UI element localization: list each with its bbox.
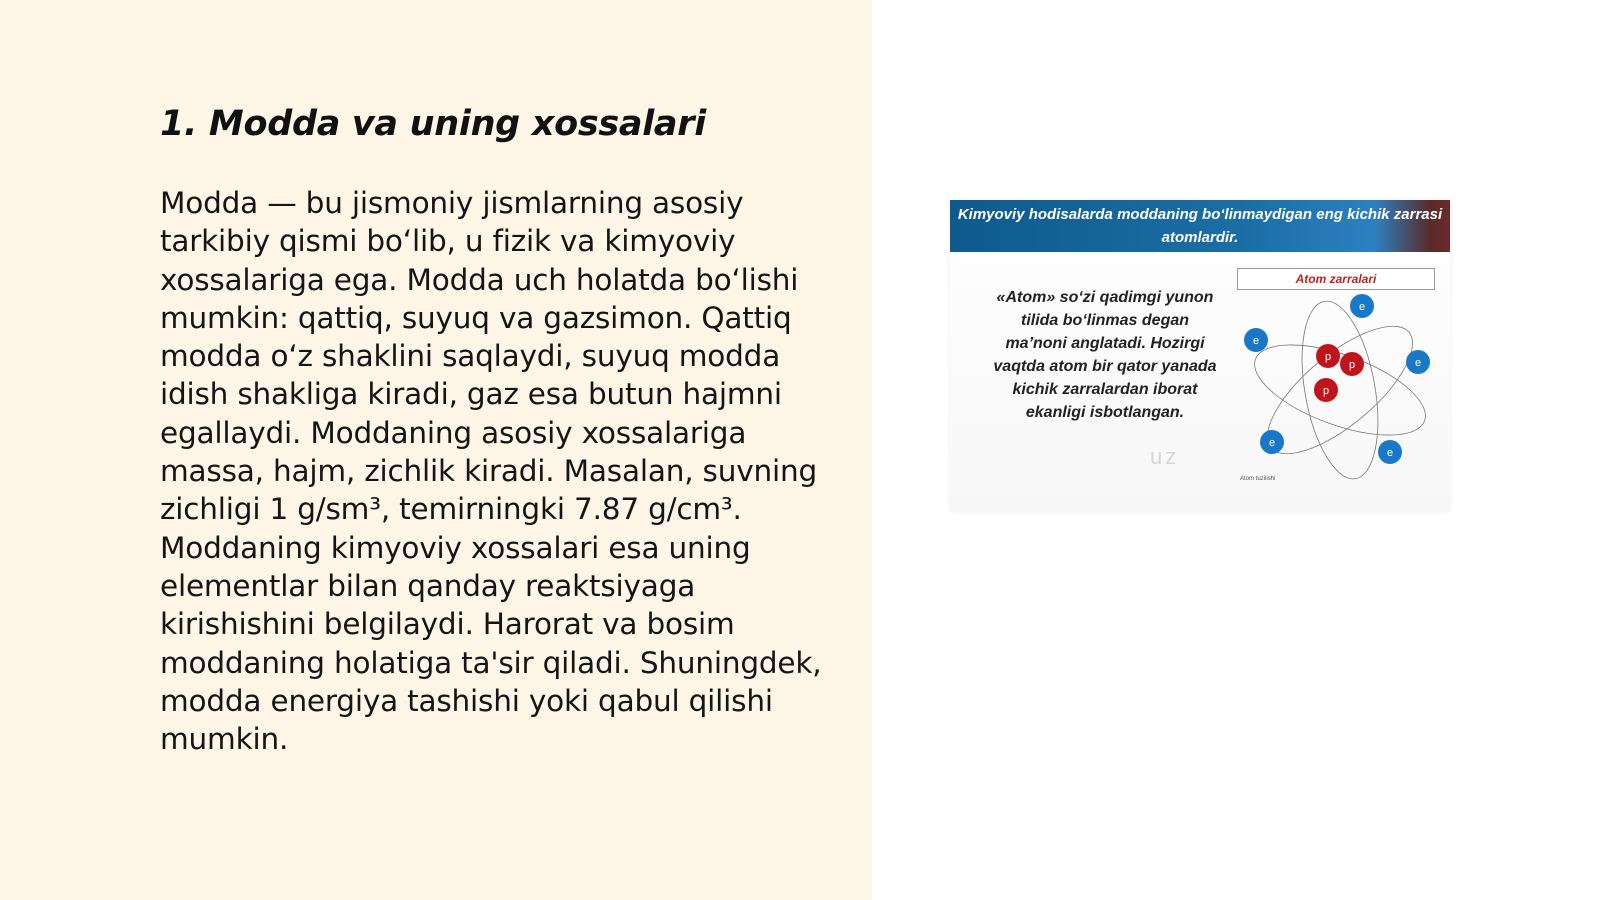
slide-title: 1. Modda va uning xossalari bbox=[160, 104, 706, 144]
electrons bbox=[1244, 294, 1430, 464]
nucleus bbox=[1314, 344, 1364, 402]
electron-label: e bbox=[1268, 437, 1276, 449]
atom-illustration bbox=[950, 200, 1450, 512]
atom-icon bbox=[1240, 290, 1440, 490]
atom-diagram bbox=[1240, 290, 1440, 490]
illustration-quote: «Atom» so‘zi qadimgi yunon tilida bo‘linmas degan ma’noni anglatadi. Hozirgi vaqtda atom bir qator yanada kichik zarralardan iborat ekanligi isbotlangan. bbox=[993, 289, 1217, 421]
body-paragraph: Modda — bu jismoniy jismlarning asosiy tarkibiy qismi bo‘lib, u fizik va kimyoviy xossalariga ega. Modda uch holatda bo‘lishi mumkin: qattiq, suyuq va gazsimon. Qattiq modda o‘z shaklini saqlaydi, suyuq modda idish shakliga kiradi, gaz esa butun hajmni egallaydi. Moddaning asosiy xossalariga massa, hajm, zichlik kiradi. Masalan, suvning zichligi 1 g/sm³, temirningki 7.87 g/cm³. Moddaning kimyoviy xossalari esa uning elementlar bilan qanday reaktsiyaga kirishishini belgilaydi. Harorat va bosim moddaning holatiga ta'sir qiladi. Shuningdek, modda energiya tashishi yoki qabul qilishi mumkin. bbox=[160, 186, 822, 757]
proton-label: p bbox=[1322, 385, 1330, 397]
illustration-caption: Atom tuzilishi bbox=[1240, 476, 1276, 482]
illustration-header: Kimyoviy hodisalarda moddaning bo‘linmaydigan eng kichik zarrasi atomlardir. bbox=[950, 200, 1450, 252]
proton-label: p bbox=[1324, 351, 1332, 363]
electron-label: e bbox=[1386, 447, 1394, 459]
watermark: uz bbox=[1150, 444, 1180, 469]
electron-label: e bbox=[1414, 357, 1422, 369]
electron-label: e bbox=[1358, 301, 1366, 313]
proton-label: p bbox=[1348, 359, 1356, 371]
atom-particles-label: Atom zarralari bbox=[1237, 268, 1435, 290]
electron-label: e bbox=[1252, 335, 1260, 347]
